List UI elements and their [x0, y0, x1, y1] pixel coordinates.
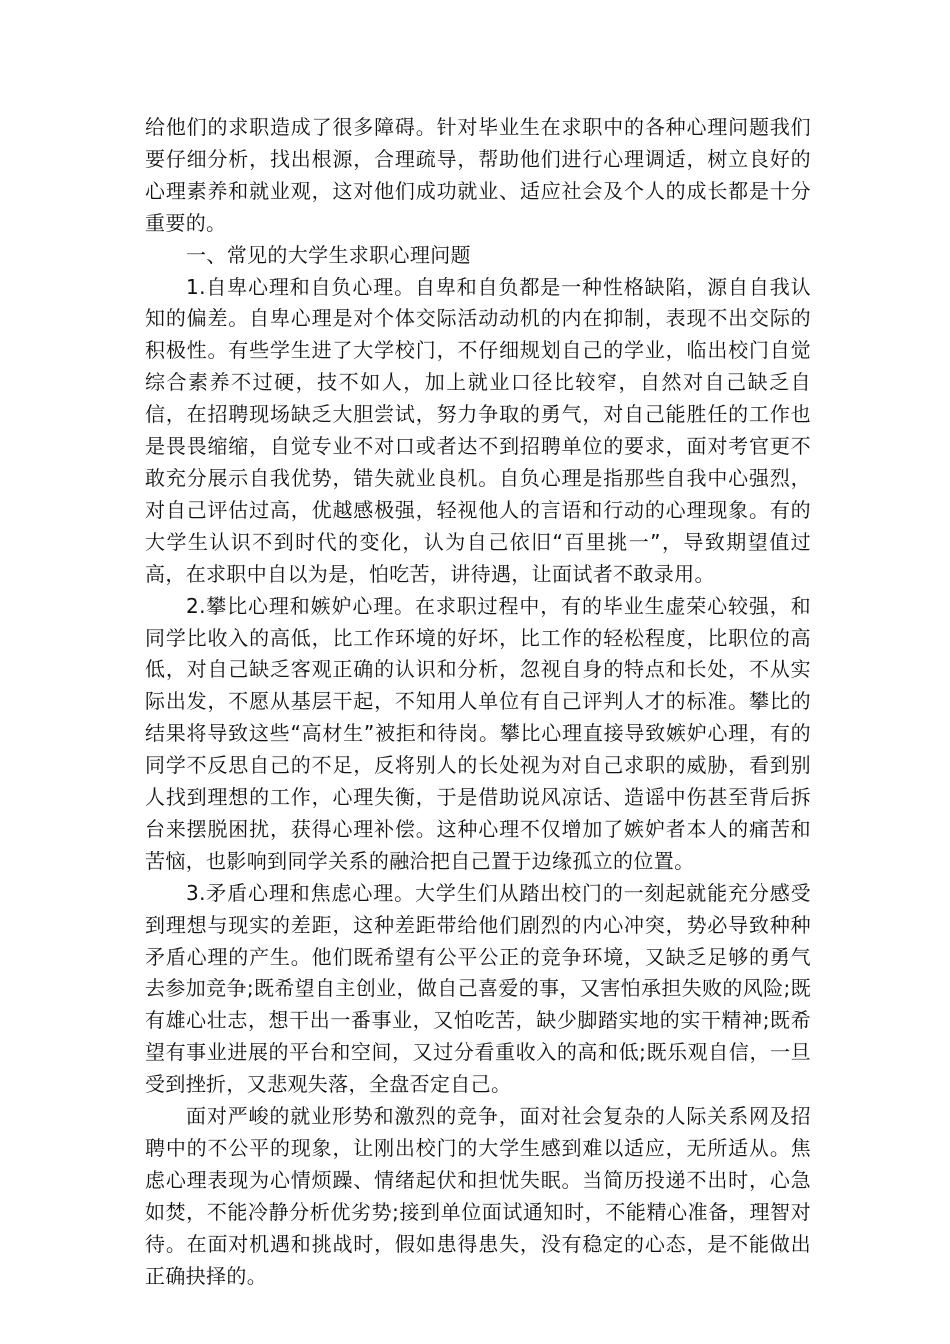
paragraph-contradiction-anxiety: 3.矛盾心理和焦虑心理。大学生们从踏出校门的一刻起就能充分感受到理想与现实的差距，这种差距带给他们剧烈的内心冲突，势必导致种种矛盾心理的产生。他们既希望有公平公正的竞争环境，又缺乏足够的勇气去参加竞争;既希望自主创业，做自己喜爱的事，又害怕承担失败的风险;既有雄心壮志，想干出一番事业，又怕吃苦，缺少脚踏实地的实干精神;既希望有事业进展的平台和空间，又过分看重收入的高和低;既乐观自信，一旦受到挫折，又悲观失落，全盘否定自己。 — [145, 880, 811, 1097]
paragraph-comparison-jealousy: 2.攀比心理和嫉妒心理。在求职过程中，有的毕业生虚荣心较强，和同学比收入的高低，比工作环境的好坏，比工作的轻松程度，比职位的高低，对自己缺乏客观正确的认识和分析，忽视自身的特点和长处，不从实际出发，不愿从基层干起，不知用人单位有自己评判人才的标准。攀比的结果将导致这些“高材生”被拒和待岗。攀比心理直接导致嫉妒心理，有的同学不反思自己的不足，反将别人的长处视为对自己求职的威胁，看到别人找到理想的工作，心理失衡，于是借助说风凉话、造谣中伤甚至背后拆台来摆脱困扰，获得心理补偿。这种心理不仅增加了嫉妒者本人的痛苦和苦恼，也影响到同学关系的融洽把自己置于边缘孤立的位置。 — [145, 593, 811, 873]
paragraph-anxiety-detail: 面对严峻的就业形势和激烈的竞争，面对社会复杂的人际关系网及招聘中的不公平的现象，让刚出校门的大学生感到难以适应，无所适从。焦虑心理表现为心情烦躁、情绪起伏和担忧失眠。当简历投递不出时，心急如焚，不能冷静分析优劣势;接到单位面试通知时，不能精心准备，理智对待。在面对机遇和挑战时，假如患得患失，没有稳定的心态，是不能做出正确抉择的。 — [145, 1104, 811, 1288]
paragraph-intro: 给他们的求职造成了很多障碍。针对毕业生在求职中的各种心理问题我们要仔细分析，找出根源，合理疏导，帮助他们进行心理调适，树立良好的心理素养和就业观，这对他们成功就业、适应社会及个人的成长都是十分重要的。 — [145, 115, 811, 235]
paragraph-inferiority-arrogance: 1.自卑心理和自负心理。自卑和自负都是一种性格缺陷，源自自我认知的偏差。自卑心理是对个体交际活动动机的内在抑制，表现不出交际的积极性。有些学生进了大学校门，不仔细规划自己的学业，临出校门自觉综合素养不过硬，技不如人，加上就业口径比较窄，自然对自己缺乏自信，在招聘现场缺乏大胆尝试，努力争取的勇气，对自己能胜任的工作也是畏畏缩缩，自觉专业不对口或者达不到招聘单位的要求，面对考官更不敢充分展示自我优势，错失就业良机。自负心理是指那些自我中心强烈，对自己评估过高，优越感极强，轻视他人的言语和行动的心理现象。有的大学生认识不到时代的变化，认为自己依旧“百里挑一”，导致期望值过高，在求职中自以为是，怕吃苦，讲待遇，让面试者不敢录用。 — [145, 274, 811, 586]
section-heading: 一、常见的大学生求职心理问题 — [186, 242, 471, 267]
document-page — [145, 112, 811, 1293]
